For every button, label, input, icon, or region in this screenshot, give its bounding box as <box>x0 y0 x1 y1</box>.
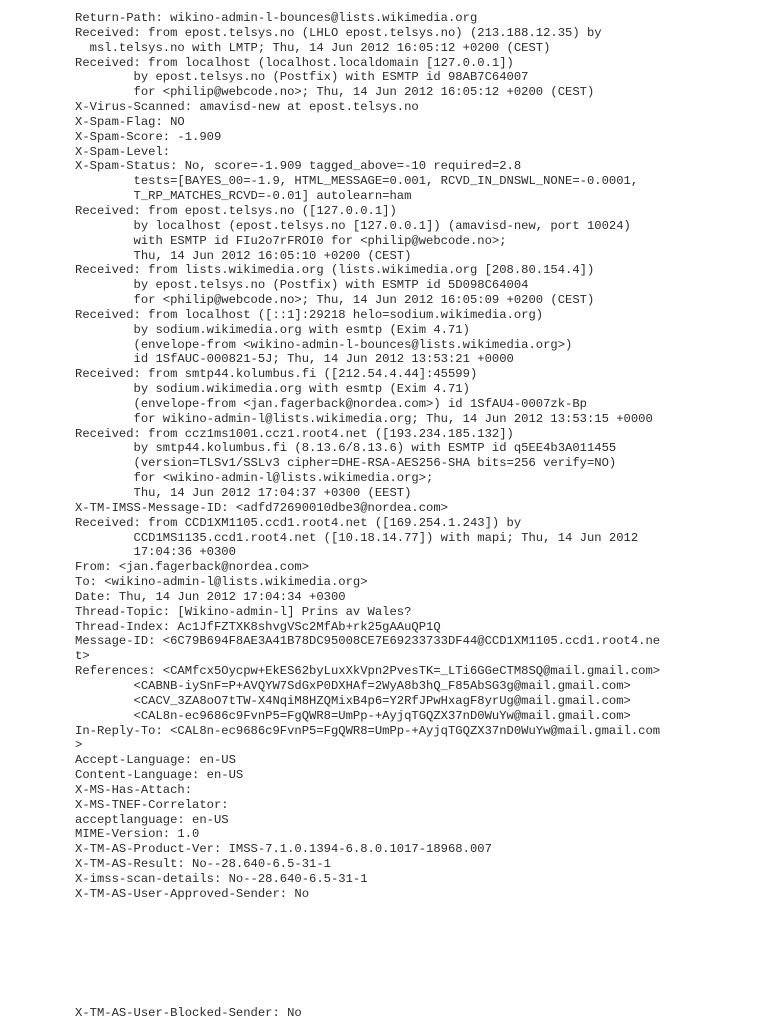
header-line: 17:04:36 +0300 <box>75 545 236 560</box>
header-line: tests=[BAYES_00=-1.9, HTML_MESSAGE=0.001, RCVD_IN_DNSWL_NONE=-0.0001, <box>75 174 639 189</box>
header-line: by sodium.wikimedia.org with esmtp (Exim 4.71) <box>75 382 470 397</box>
header-line: X-Virus-Scanned: amavisd-new at epost.telsys.no <box>75 100 419 115</box>
header-line: by epost.telsys.no (Postfix) with ESMTP id 5D098C64004 <box>75 278 529 293</box>
header-line: X-TM-AS-Product-Ver: IMSS-7.1.0.1394-6.8.0.1017-18968.007 <box>75 842 492 857</box>
header-line: X-MS-TNEF-Correlator: <box>75 797 229 812</box>
header-line: X-Spam-Status: No, score=-1.909 tagged_above=-10 required=2.8 <box>75 159 522 174</box>
header-line: by localhost (epost.telsys.no [127.0.0.1]) (amavisd-new, port 10024) <box>75 218 631 233</box>
header-line: (version=TLSv1/SSLv3 cipher=DHE-RSA-AES256-SHA bits=256 verify=NO) <box>75 456 617 471</box>
header-line: X-TM-AS-User-Approved-Sender: No <box>75 886 310 901</box>
header-line: X-Spam-Flag: NO <box>75 114 185 129</box>
header-line: (envelope-from <jan.fagerback@nordea.com>) id 1SfAU4-0007zk-Bp <box>75 396 587 411</box>
email-header-footer-line: X-TM-AS-User-Blocked-Sender: No <box>75 1006 302 1020</box>
header-line: acceptlanguage: en-US <box>75 812 229 827</box>
header-line: by epost.telsys.no (Postfix) with ESMTP id 98AB7C64007 <box>75 70 529 85</box>
header-line: <CABNB-iySnF=P+AVQYW7SdGxP0DXHAf=2WyA8b3hQ_F85AbSG3g@mail.gmail.com> <box>75 678 631 693</box>
header-line: Accept-Language: en-US <box>75 753 236 768</box>
header-line: for <philip@webcode.no>; Thu, 14 Jun 2012 16:05:12 +0200 (CEST) <box>75 85 595 100</box>
header-line: (envelope-from <wikino-admin-l-bounces@lists.wikimedia.org>) <box>75 337 573 352</box>
header-line: X-Spam-Level: <box>75 144 171 159</box>
header-line: <CAL8n-ec9686c9FvnP5=FgQWR8=UmPp-+AyjqTGQZX37nD0WuYw@mail.gmail.com> <box>75 708 631 723</box>
header-line: In-Reply-To: <CAL8n-ec9686c9FvnP5=FgQWR8=UmPp-+AyjqTGQZX37nD0WuYw@mail.gmail.com <box>75 723 661 738</box>
header-line: Received: from lists.wikimedia.org (lists.wikimedia.org [208.80.154.4]) <box>75 263 595 278</box>
header-line: msl.telsys.no with LMTP; Thu, 14 Jun 2012 16:05:12 +0200 (CEST) <box>75 40 551 55</box>
header-line: <CACV_3ZA8oO7tTW-X4NqiM8HZQMixB4p6=Y2RfJPwHxagF8yrUg@mail.gmail.com> <box>75 693 631 708</box>
header-line: Content-Language: en-US <box>75 768 244 783</box>
header-line: X-MS-Has-Attach: <box>75 782 193 797</box>
header-line: Received: from epost.telsys.no ([127.0.0.1]) <box>75 203 397 218</box>
header-line: with ESMTP id FIu2o7rFROI0 for <philip@webcode.no>; <box>75 233 507 248</box>
email-header-block <box>75 11 765 902</box>
header-line: for <philip@webcode.no>; Thu, 14 Jun 2012 16:05:09 +0200 (CEST) <box>75 293 595 308</box>
header-line: Thread-Topic: [Wikino-admin-l] Prins av Wales? <box>75 604 412 619</box>
header-line: Return-Path: wikino-admin-l-bounces@lists.wikimedia.org <box>75 11 478 25</box>
header-line: for <wikino-admin-l@lists.wikimedia.org>; <box>75 471 434 486</box>
header-line: Received: from localhost (localhost.localdomain [127.0.0.1]) <box>75 55 514 70</box>
header-line: X-TM-IMSS-Message-ID: <adfd72690010dbe3@nordea.com> <box>75 500 448 515</box>
header-line: References: <CAMfcx5Oycpw+EkES62byLuxXkVpn2PvesTK=_LTi6GGeCTM8SQ@mail.gmail.com> <box>75 664 661 679</box>
header-line: X-TM-AS-Result: No--28.640-6.5-31-1 <box>75 857 331 872</box>
header-line: Thu, 14 Jun 2012 17:04:37 +0300 (EEST) <box>75 486 412 500</box>
header-line: Received: from CCD1XM1105.ccd1.root4.net ([169.254.1.243]) by <box>75 515 522 530</box>
header-line: T_RP_MATCHES_RCVD=-0.01] autolearn=ham <box>75 189 412 204</box>
header-line: X-imss-scan-details: No--28.640-6.5-31-1 <box>75 871 368 886</box>
header-line: Date: Thu, 14 Jun 2012 17:04:34 +0300 <box>75 589 346 604</box>
header-line: To: <wikino-admin-l@lists.wikimedia.org> <box>75 575 368 590</box>
header-line: Received: from ccz1ms1001.ccz1.root4.net ([193.234.185.132]) <box>75 426 514 441</box>
header-line: Received: from localhost ([::1]:29218 helo=sodium.wikimedia.org) <box>75 307 544 322</box>
header-line: CCD1MS1135.ccd1.root4.net ([10.18.14.77]) with mapi; Thu, 14 Jun 2012 <box>75 530 639 545</box>
header-line: t> <box>75 649 90 664</box>
header-line: Thu, 14 Jun 2012 16:05:10 +0200 (CEST) <box>75 248 412 263</box>
header-line: for wikino-admin-l@lists.wikimedia.org; Thu, 14 Jun 2012 13:53:15 +0000 <box>75 411 653 426</box>
header-line: From: <jan.fagerback@nordea.com> <box>75 560 310 575</box>
header-line: Message-ID: <6C79B694F8AE3A41B78DC95008CE7E69233733DF44@CCD1XM1105.ccd1.root4.ne <box>75 634 661 649</box>
header-line: Received: from smtp44.kolumbus.fi ([212.54.4.44]:45599) <box>75 367 478 382</box>
header-line: by smtp44.kolumbus.fi (8.13.6/8.13.6) with ESMTP id q5EE4b3A011455 <box>75 441 617 456</box>
header-line: X-Spam-Score: -1.909 <box>75 129 222 144</box>
email-headers-page <box>75 11 765 1024</box>
header-line: id 1SfAUC-000821-5J; Thu, 14 Jun 2012 13:53:21 +0000 <box>75 352 514 367</box>
header-line: Thread-Index: Ac1JfFZTXK8shvgVSc2MfAb+rk25gAAuQP1Q <box>75 619 441 634</box>
header-line: > <box>75 738 83 753</box>
header-line: MIME-Version: 1.0 <box>75 827 200 842</box>
header-line: Received: from epost.telsys.no (LHLO epost.telsys.no) (213.188.12.35) by <box>75 25 602 40</box>
header-line: by sodium.wikimedia.org with esmtp (Exim 4.71) <box>75 322 470 337</box>
